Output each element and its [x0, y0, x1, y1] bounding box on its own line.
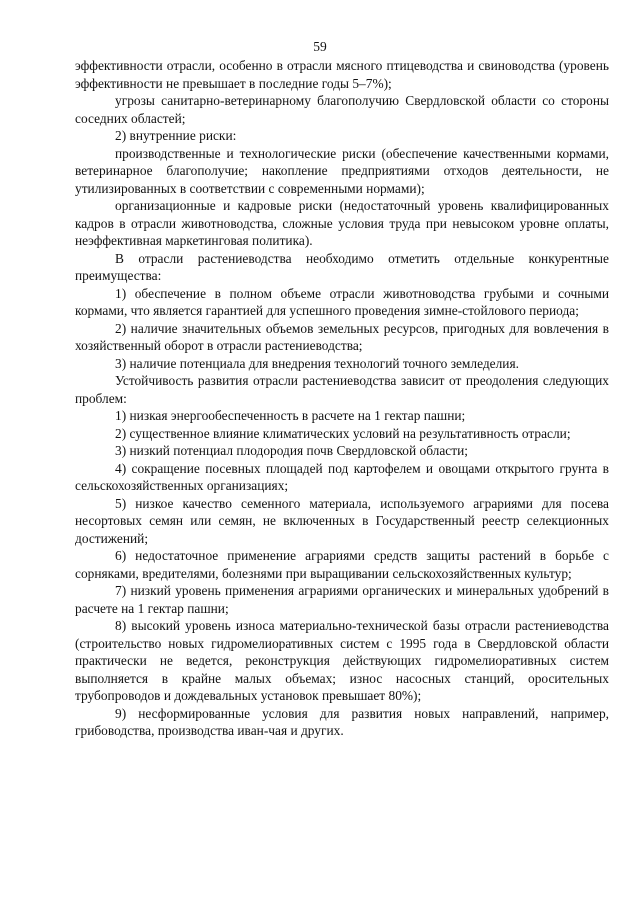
list-item-problem-9: 9) несформированные условия для развития новых направлений, например, грибоводства, производства иван-чая и других.: [75, 705, 609, 738]
list-item-problem-6: 6) недостаточное применение аграриями средств защиты растений в борьбе с сорняками, вредителями, болезнями при выращивании сельскохозяйственных культур;: [75, 548, 609, 581]
paragraph-problems-intro: Устойчивость развития отрасли растениеводства зависит от преодоления следующих проблем:: [75, 373, 609, 406]
paragraph-production-risks: производственные и технологические риски (обеспечение качественными кормами, ветеринарное благополучие; накопление предприятиями отходов деятельности, не утилизированных в соответствии с современными нормами);: [75, 145, 609, 196]
list-item-problem-7: 7) низкий уровень применения аграриями органических и минеральных удобрений в расчете на 1 гектар пашни;: [75, 583, 609, 616]
page-number: 59: [313, 39, 327, 54]
list-item-advantage-2: 2) наличие значительных объемов земельных ресурсов, пригодных для вовлечения в хозяйственный оборот в отрасли растениеводства;: [75, 320, 609, 353]
list-item-advantage-1: 1) обеспечение в полном объеме отрасли животноводства грубыми и сочными кормами, что является гарантией для успешного проведения зимне-стойлового периода;: [75, 285, 609, 318]
paragraph-organizational-risks: организационные и кадровые риски (недостаточный уровень квалифицированных кадров в отрасли животноводства, сложные условия труда при невысоком уровне оплаты, неэффективная маркетинговая политика).: [75, 198, 609, 248]
list-item-problem-8: 8) высокий уровень износа материально-технической базы отрасли растениеводства (строительство новых гидромелиоративных систем с 1995 года в Свердловской области практически не ведется, реконструкция действующих гидромелиоративных систем выполняется в крайне малых объемах; износ насосных станций, оросительных трубопроводов и дождевальных установок превышает 80%);: [75, 618, 609, 703]
paragraph-internal-risks-heading: 2) внутренние риски:: [115, 128, 237, 143]
paragraph-sanitary-threats: угрозы санитарно-ветеринарному благополучию Свердловской области со стороны соседних областей;: [75, 93, 609, 126]
paragraph-crop-advantages-intro: В отрасли растениеводства необходимо отметить отдельные конкурентные преимущества:: [75, 250, 609, 283]
list-item-problem-3: 3) низкий потенциал плодородия почв Свердловской области;: [115, 443, 468, 458]
list-item-problem-4: 4) сокращение посевных площадей под картофелем и овощами открытого грунта в сельскохозяйственных организациях;: [75, 460, 609, 493]
list-item-advantage-3: 3) наличие потенциала для внедрения технологий точного земледелия.: [115, 355, 519, 371]
list-item-problem-1: 1) низкая энергообеспеченность в расчете на 1 гектар пашни;: [115, 408, 466, 423]
document-body: [75, 57, 609, 740]
list-item-problem-5: 5) низкое качество семенного материала, используемого аграриями для посева несортовых семян или семян, не включенных в Государственный реестр селекционных достижений;: [75, 495, 609, 546]
list-item-problem-2: 2) существенное влияние климатических условий на результативность отрасли;: [115, 425, 571, 441]
paragraph-continuation: эффективности отрасли, особенно в отрасли мясного птицеводства и свиноводства (уровень эффективности не превышает в последние годы 5–7%);: [75, 58, 609, 91]
